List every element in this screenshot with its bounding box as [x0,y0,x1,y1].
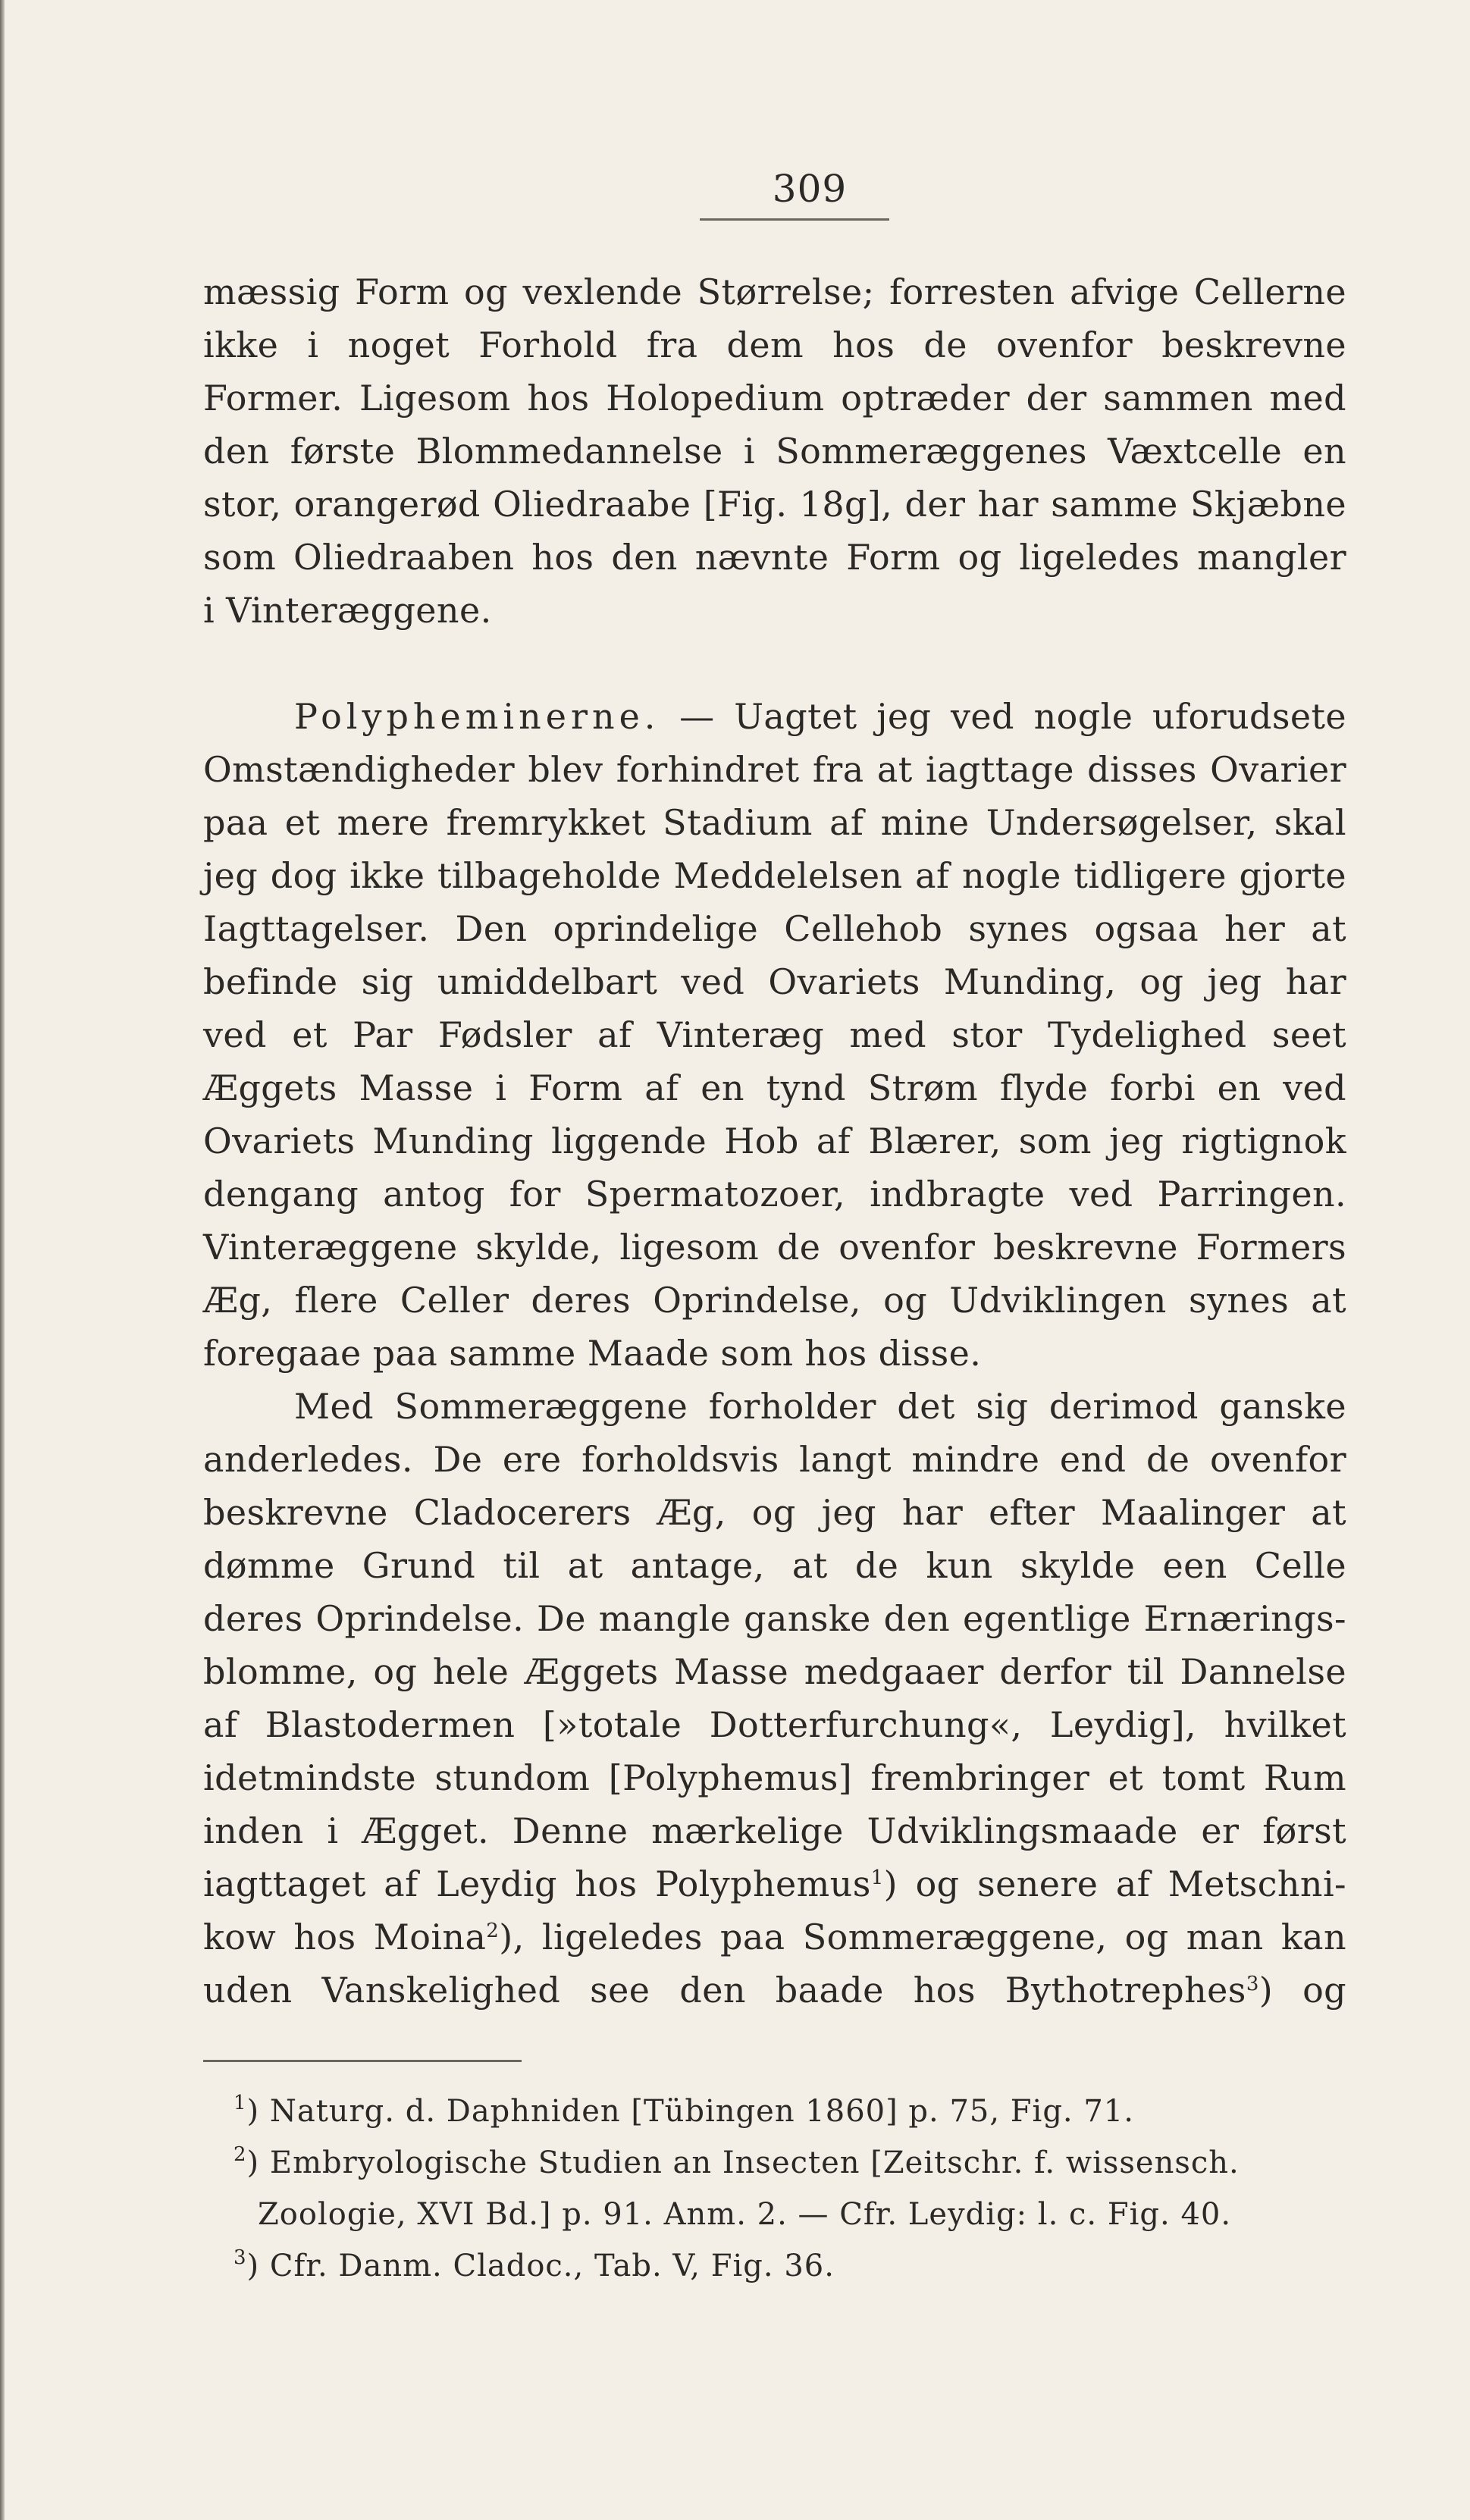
body-line: Vinteræggene skylde, ligesom de ovenfor beskrevne Formers [203,1227,1346,1268]
body-line: af Blastodermen [»totale Dotterfurchung«, Leydig], hvilket [203,1704,1346,1745]
body-line: idetmindste stundom [Polyphemus] frembringer et tomt Rum [203,1757,1346,1798]
body-line: Ovariets Munding liggende Hob af Blærer, som jeg rigtignok [203,1121,1346,1161]
body-line: paa et mere fremrykket Stadium af mine Undersøgelser, skal [203,802,1346,843]
footnote-ref: 2 [486,1920,500,1942]
section-first-line [203,690,1346,743]
footnote-2: $^2$) Embryologische Studien an Insecten [Zeitschr. f. wissensch. [234,2143,1240,2180]
page-number: 309 [772,167,848,211]
body-line: deres Oprindelse. De mangle ganske den egentlige Ernærings- [203,1598,1346,1639]
footnote-rule [203,2060,522,2062]
footnote-2-cont: Zoologie, XVI Bd.] p. 91. Anm. 2. — Cfr. Leydig: l. c. Fig. 40. [258,2197,1232,2232]
body-line: foregaae paa samme Maade som hos disse. [203,1333,982,1374]
body-line: stor, orangerød Oliedraabe [Fig. 18g], der har samme Skjæbne [203,484,1346,525]
footnote-mark: 1 [234,2092,247,2114]
body-line: dømme Grund til at antage, at de kun skylde een Celle [203,1545,1346,1586]
body-line: Med Sommeræggene forholder det sig derimod ganske [294,1386,1346,1427]
body-line: som Oliedraaben hos den nævnte Form og ligeledes mangler [203,537,1346,578]
body-line: den første Blommedannelse i Sommeræggenes Væxtcelle en [203,431,1346,472]
body-line: Former. Ligesom hos Holopedium optræder der sammen med [203,378,1346,418]
body-text: — Uagtet jeg ved nogle uforudsete [679,696,1346,737]
body-line: blomme, og hele Æggets Masse medgaaer derfor til Dannelse [203,1651,1346,1692]
body-line: uden Vanskelighed see den baade hos Bythotrephes$^3$) og [203,1970,1347,2011]
body-line: kow hos Moina$^2$), ligeledes paa Sommeræggene, og man kan [203,1917,1347,1957]
footnote-mark: 2 [234,2143,247,2166]
body-line: ved et Par Fødsler af Vinteræg med stor Tydelighed seet [203,1014,1346,1055]
body-line: befinde sig umiddelbart ved Ovariets Munding, og jeg har [203,961,1346,1002]
footnote-1: $^1$) Naturg. d. Daphniden [Tübingen 1860] p. 75, Fig. 71. [234,2092,1134,2129]
body-line: mæssig Form og vexlende Størrelse; forresten afvige Cellerne [203,271,1346,312]
page-number-rule [700,218,889,221]
body-line: Æg, flere Celler deres Oprindelse, og Udviklingen synes at [203,1280,1346,1321]
body-line: Æggets Masse i Form af en tynd Strøm flyde forbi en ved [203,1067,1346,1108]
body-line: anderledes. De ere forholdsvis langt mindre end de ovenfor [203,1439,1346,1480]
body-line: iagttaget af Leydig hos Polyphemus$^1$) og senere af Metschni- [203,1863,1346,1904]
page-edge [0,0,5,2520]
body-line: inden i Ægget. Denne mærkelige Udviklingsmaade er først [203,1810,1346,1851]
footnote-3: $^3$) Cfr. Danm. Cladoc., Tab. V, Fig. 36. [234,2246,835,2283]
body-line: jeg dog ikke tilbageholde Meddelelsen af nogle tidligere gjorte [203,855,1346,896]
body-line: dengang antog for Spermatozoer, indbragte ved Parringen. [203,1174,1346,1215]
body-line: beskrevne Cladocerers Æg, og jeg har efter Maalinger at [203,1492,1346,1533]
body-line: Iagttagelser. Den oprindelige Cellehob synes ogsaa her at [203,908,1346,949]
body-line: ikke i noget Forhold fra dem hos de ovenfor beskrevne [203,324,1346,365]
footnote-ref: 1 [870,1866,884,1889]
body-line: Omstændigheder blev forhindret fra at iagttage disses Ovarier [203,749,1346,790]
footnote-ref: 3 [1246,1973,1259,1995]
body-line: i Vinteræggene. [203,590,492,631]
footnote-mark: 3 [234,2246,247,2269]
section-heading: Polypheminerne. [294,696,660,737]
